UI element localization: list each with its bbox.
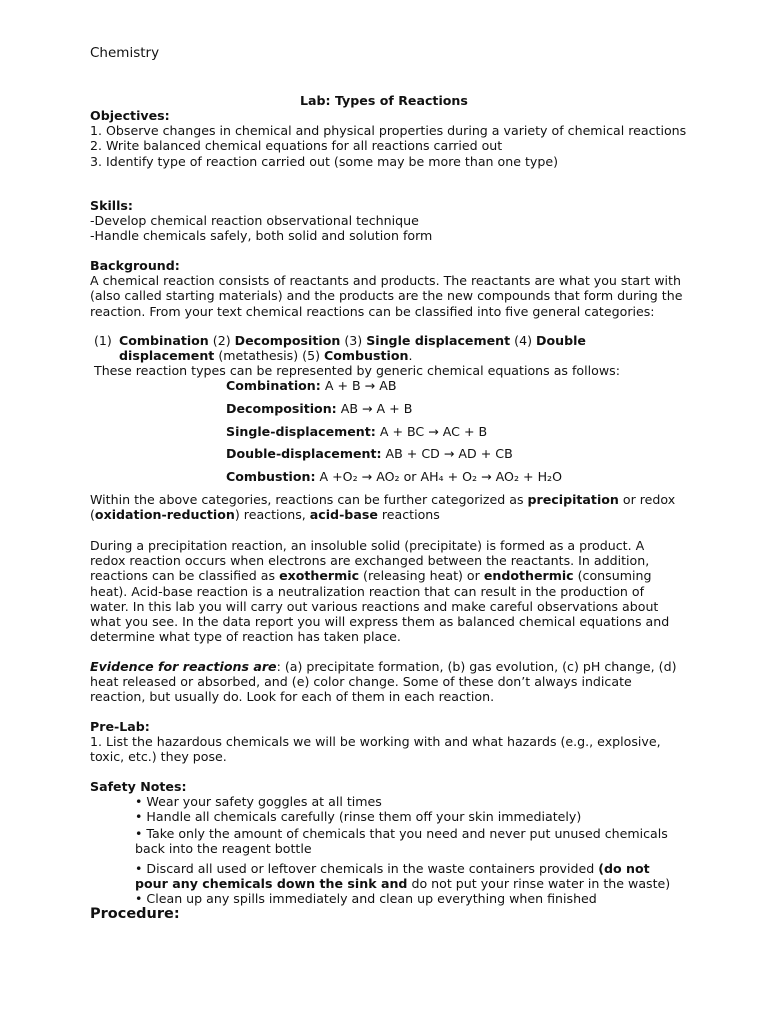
safety-bullet-discard [135, 861, 675, 891]
safety-bullet: • Handle all chemicals carefully (rinse them off your skin immediately) [135, 809, 582, 824]
text-run: (consuming heat). Acid-base reaction is a neutralization reaction that can result in the production of water. In this lab you will carry out various reactions and make careful observations about what you see. In the data report you will express them as balanced chemical equations and determine what type of reaction has taken place. [90, 568, 670, 645]
evidence-text: : (a) precipitate formation, (b) gas evolution, (c) pH change, (d) heat released or absorbed, and (e) color change. Some of these don’t always indicate reaction, but usually do. Look for each of them in each reaction. [90, 659, 677, 705]
equation-formula: A + BC → AC + B [379, 424, 488, 439]
term-exothermic: exothermic [279, 568, 360, 584]
category-number: (3) [344, 333, 363, 348]
equation-label: Single-displacement: [226, 424, 376, 439]
category-combination: Combination [119, 333, 209, 348]
equation-label: Combination: [226, 378, 321, 393]
text-run: Within the above categories, reactions can be further categorized as [90, 492, 528, 507]
equation-formula: AB + CD → AD + CB [385, 446, 513, 461]
equations-intro: These reaction types can be represented by generic chemical equations as follows: [94, 363, 620, 378]
term-acid-base: acid-base [309, 507, 378, 523]
category-combustion: Combustion [324, 348, 409, 364]
equation-decomposition [226, 401, 412, 416]
background-section [90, 258, 690, 319]
precipitation-paragraph [90, 538, 680, 644]
skill-item: -Handle chemicals safely, both solid and solution form [90, 228, 433, 244]
prelab-heading: Pre-Lab: [90, 719, 150, 734]
category-metathesis: (metathesis) [218, 348, 299, 364]
prelab-section [90, 719, 690, 765]
category-number: (2) [212, 333, 231, 348]
text-run: do not put your rinse water in the waste) [407, 876, 671, 892]
skills-section [90, 198, 690, 244]
equation-label: Decomposition: [226, 401, 337, 416]
term-precipitation: precipitation [527, 492, 619, 507]
safety-bullet: • Clean up any spills immediately and clean up everything when finished [135, 891, 597, 906]
safety-bullet: • Wear your safety goggles at all times [135, 794, 382, 809]
document-header: Chemistry [90, 45, 160, 61]
equation-combustion [226, 469, 562, 484]
evidence-label: Evidence for reactions are [90, 659, 277, 674]
background-paragraph: A chemical reaction consists of reactants and products. The reactants are what you start with (also called starting materials) and the products are the new compounds that form during the reaction. From your text chemical reactions can be classified into five general categories: [90, 273, 683, 319]
text-run: • Discard all used or leftover chemicals in the waste containers provided [135, 861, 599, 876]
category-period: . [408, 348, 413, 364]
equation-formula: AB → A + B [340, 401, 413, 416]
skills-heading: Skills: [90, 198, 133, 213]
further-categorization [90, 492, 690, 522]
text-run: During a precipitation reaction, an insoluble solid (precipitate) is formed as a product. A redox reaction occurs when electrons are exchanged between the reactants. In addition, reactions can be classified as [90, 538, 650, 584]
objective-item: 2. Write balanced chemical equations for all reactions carried out [90, 138, 503, 154]
lab-title: Lab: Types of Reactions [300, 93, 468, 108]
text-run: ) reactions, [234, 507, 310, 523]
text-run: or redox ( [90, 492, 676, 523]
term-oxidation-reduction: oxidation-reduction [94, 507, 235, 523]
category-number: (1) [94, 333, 112, 348]
text-run: reactions [377, 507, 440, 523]
objectives-heading: Objectives: [90, 108, 170, 123]
equation-single-displacement [226, 424, 487, 439]
objective-item: 3. Identify type of reaction carried out (some may be more than one type) [90, 153, 559, 169]
equation-label: Combustion: [226, 469, 316, 484]
term-endothermic: endothermic [483, 568, 574, 584]
equation-combination [226, 378, 396, 393]
categories-list [94, 333, 594, 363]
category-number: (5) [302, 348, 320, 364]
safety-heading: Safety Notes: [90, 779, 187, 794]
equation-formula: A + B → AB [324, 378, 397, 393]
background-heading: Background: [90, 258, 180, 273]
category-number: (4) [514, 333, 532, 348]
objectives-section [90, 108, 690, 169]
skill-item: -Develop chemical reaction observational technique [90, 213, 419, 229]
evidence-paragraph [90, 659, 680, 705]
prelab-item: 1. List the hazardous chemicals we will be working with and what hazards (e.g., explosive, toxic, etc.) they pose. [90, 734, 661, 765]
safety-bullet: • Take only the amount of chemicals that you need and never put unused chemicals back into the reagent bottle [135, 826, 668, 857]
emphasis-do-not-pour: (do not pour any chemicals down the sink and [135, 861, 650, 892]
equation-label: Double-displacement: [226, 446, 382, 461]
equation-formula: A +O₂ → AO₂ or AH₄ + O₂ → AO₂ + H₂O [319, 469, 563, 484]
equation-double-displacement [226, 446, 513, 461]
category-single-displacement: Single displacement [366, 333, 511, 348]
category-decomposition: Decomposition [234, 333, 341, 348]
category-displacement: displacement [119, 348, 215, 364]
text-run: (releasing heat) or [359, 568, 484, 584]
objective-item: 1. Observe changes in chemical and physical properties during a variety of chemical reactions [90, 123, 687, 139]
procedure-heading: Procedure: [90, 906, 180, 922]
category-double: Double [536, 333, 586, 348]
